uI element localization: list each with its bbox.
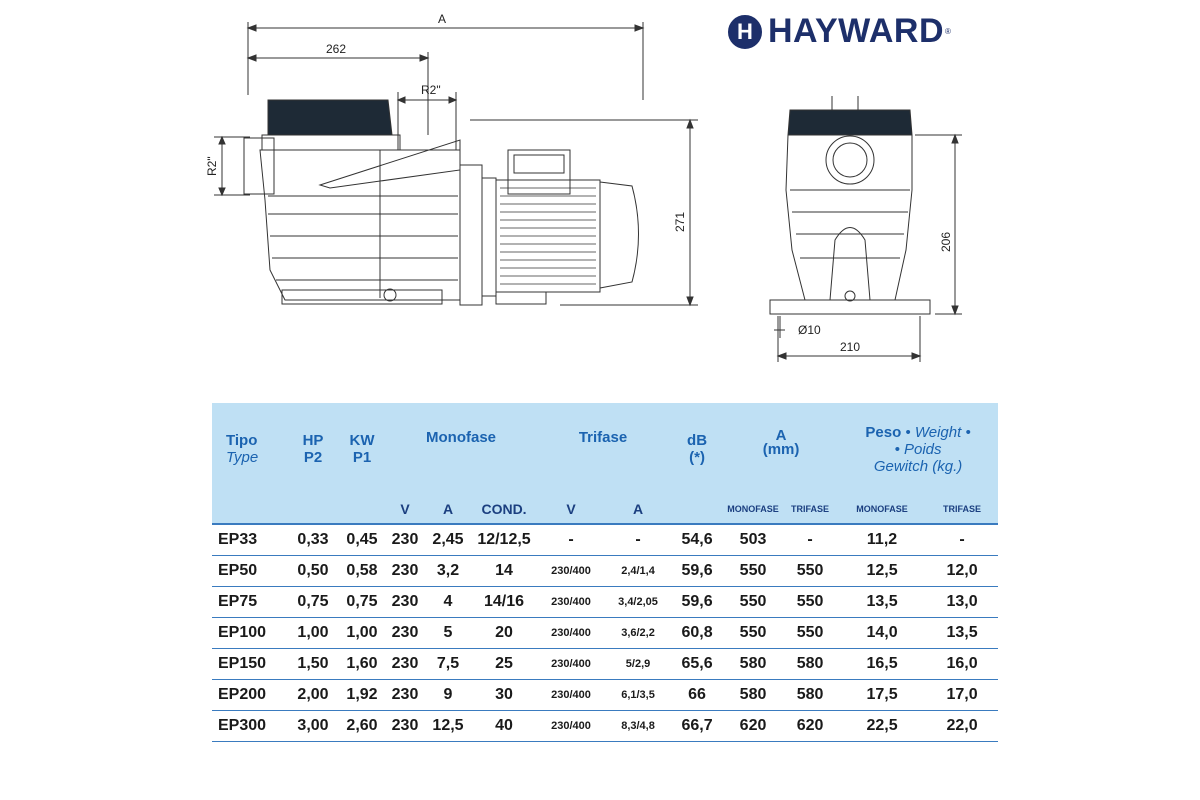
cell-tv: 230/400 [536, 649, 606, 680]
cell-w-mono: 11,2 [838, 524, 926, 556]
cell-kw: 0,45 [338, 524, 386, 556]
cell-hp: 0,50 [288, 556, 338, 587]
cell-db: 59,6 [670, 556, 724, 587]
cell-w-tri: - [926, 524, 998, 556]
cell-w-mono: 22,5 [838, 711, 926, 742]
table-row [212, 618, 998, 649]
dim-a-label: A [438, 12, 447, 26]
sub-cond: COND. [472, 495, 536, 524]
hp-label: HP [302, 432, 324, 449]
cell-a-mono: 550 [724, 618, 782, 649]
dim-271-label: 271 [673, 211, 687, 232]
col-kw [338, 403, 386, 495]
cell-a-mono: 550 [724, 556, 782, 587]
cell-tv: 230/400 [536, 618, 606, 649]
cell-ta: 5/2,9 [606, 649, 670, 680]
cell-w-tri: 13,0 [926, 587, 998, 618]
cell-kw: 0,58 [338, 556, 386, 587]
cell-db: 60,8 [670, 618, 724, 649]
header-row [212, 403, 998, 495]
sub-tri-a: A [606, 495, 670, 524]
dim-r2-top-label: R2" [421, 83, 441, 97]
cell-a-mono: 550 [724, 587, 782, 618]
mm-label: (mm) [762, 441, 800, 458]
sub-mono-a: A [424, 495, 472, 524]
cell-db: 66,7 [670, 711, 724, 742]
cell-ta: 8,3/4,8 [606, 711, 670, 742]
col-tipo [212, 403, 288, 495]
cell-w-tri: 22,0 [926, 711, 998, 742]
cell-mv: 230 [386, 680, 424, 711]
cell-mv: 230 [386, 649, 424, 680]
cell-tv: 230/400 [536, 680, 606, 711]
brand-mark-letter: H [737, 18, 753, 44]
cell-ma: 3,2 [424, 556, 472, 587]
dim-r2-left-label: R2" [205, 156, 219, 176]
cell-hp: 1,50 [288, 649, 338, 680]
col-hp [288, 403, 338, 495]
cell-tv: 230/400 [536, 587, 606, 618]
cell-type: EP300 [212, 711, 288, 742]
cell-ta: 2,4/1,4 [606, 556, 670, 587]
cell-hp: 0,75 [288, 587, 338, 618]
cell-type: EP100 [212, 618, 288, 649]
registered-mark: ® [945, 27, 951, 36]
table-row [212, 680, 998, 711]
sub-empty-4 [670, 495, 724, 524]
cell-db: 65,6 [670, 649, 724, 680]
cell-cond: 25 [472, 649, 536, 680]
sub-a-tri: TRIFASE [782, 495, 838, 524]
cell-type: EP33 [212, 524, 288, 556]
cell-cond: 14 [472, 556, 536, 587]
cell-a-mono: 620 [724, 711, 782, 742]
cell-tv: 230/400 [536, 711, 606, 742]
cell-w-tri: 16,0 [926, 649, 998, 680]
sub-empty-3 [338, 495, 386, 524]
cell-kw: 1,00 [338, 618, 386, 649]
cell-mv: 230 [386, 524, 424, 556]
cell-ma: 4 [424, 587, 472, 618]
p2-label: P2 [303, 449, 323, 466]
cell-db: 59,6 [670, 587, 724, 618]
cell-kw: 1,92 [338, 680, 386, 711]
p1-label: P1 [352, 449, 372, 466]
spec-table [212, 403, 998, 742]
side-view-drawing [214, 22, 698, 305]
cell-hp: 1,00 [288, 618, 338, 649]
cell-hp: 0,33 [288, 524, 338, 556]
cell-a-tri: - [782, 524, 838, 556]
cell-a-tri: 580 [782, 649, 838, 680]
bullet-1: • [905, 423, 911, 441]
cell-db: 66 [670, 680, 724, 711]
cell-a-mono: 580 [724, 680, 782, 711]
sub-a-mono: MONOFASE [724, 495, 782, 524]
sub-tri-v: V [536, 495, 606, 524]
cell-ma: 5 [424, 618, 472, 649]
cell-w-mono: 14,0 [838, 618, 926, 649]
dim-210-label: 210 [840, 340, 861, 354]
cell-cond: 14/16 [472, 587, 536, 618]
cell-ma: 9 [424, 680, 472, 711]
cell-cond: 20 [472, 618, 536, 649]
cell-cond: 40 [472, 711, 536, 742]
cell-a-tri: 550 [782, 587, 838, 618]
col-db [670, 403, 724, 495]
db-label: dB [687, 432, 708, 449]
sub-empty-1 [212, 495, 288, 524]
tipo-label: Tipo [226, 432, 258, 449]
cell-tv: - [536, 524, 606, 556]
cell-ta: 3,4/2,05 [606, 587, 670, 618]
type-label: Type [226, 449, 259, 466]
cell-w-tri: 17,0 [926, 680, 998, 711]
cell-mv: 230 [386, 618, 424, 649]
table-row [212, 711, 998, 742]
weight-label: Weight [914, 423, 962, 441]
col-trifase: Trifase [536, 403, 670, 495]
cell-type: EP150 [212, 649, 288, 680]
cell-cond: 30 [472, 680, 536, 711]
cell-hp: 3,00 [288, 711, 338, 742]
cell-mv: 230 [386, 556, 424, 587]
cell-db: 54,6 [670, 524, 724, 556]
subheader-row [212, 495, 998, 524]
cell-w-tri: 12,0 [926, 556, 998, 587]
table-row [212, 587, 998, 618]
sub-w-tri: TRIFASE [926, 495, 998, 524]
cell-ta: 6,1/3,5 [606, 680, 670, 711]
col-a [724, 403, 838, 495]
cell-hp: 2,00 [288, 680, 338, 711]
cell-ma: 7,5 [424, 649, 472, 680]
cell-a-tri: 580 [782, 680, 838, 711]
cell-w-mono: 17,5 [838, 680, 926, 711]
cell-kw: 2,60 [338, 711, 386, 742]
a-label: A [775, 427, 787, 444]
table-row [212, 524, 998, 556]
gewitch-label: Gewitch (kg.) [873, 457, 963, 475]
peso-label: Peso [865, 423, 902, 441]
cell-w-mono: 13,5 [838, 587, 926, 618]
col-peso [838, 403, 998, 495]
cell-cond: 12/12,5 [472, 524, 536, 556]
cell-ma: 12,5 [424, 711, 472, 742]
sub-empty-2 [288, 495, 338, 524]
cell-ma: 2,45 [424, 524, 472, 556]
cell-a-mono: 580 [724, 649, 782, 680]
cell-mv: 230 [386, 587, 424, 618]
cell-w-mono: 12,5 [838, 556, 926, 587]
cell-ta: - [606, 524, 670, 556]
brand-name: HAYWARD [768, 12, 945, 50]
col-monofase: Monofase [386, 403, 536, 495]
cell-type: EP200 [212, 680, 288, 711]
poids-label: Poids [904, 440, 942, 458]
spec-table-container [212, 403, 998, 742]
cell-ta: 3,6/2,2 [606, 618, 670, 649]
dim-262-label: 262 [326, 42, 347, 56]
cell-kw: 1,60 [338, 649, 386, 680]
table-row [212, 649, 998, 680]
db-note: (*) [689, 449, 705, 466]
cell-type: EP50 [212, 556, 288, 587]
spec-table-body [212, 524, 998, 742]
cell-a-tri: 550 [782, 618, 838, 649]
sub-w-mono: MONOFASE [838, 495, 926, 524]
cell-a-mono: 503 [724, 524, 782, 556]
cell-mv: 230 [386, 711, 424, 742]
cell-type: EP75 [212, 587, 288, 618]
cell-kw: 0,75 [338, 587, 386, 618]
kw-label: KW [349, 432, 375, 449]
bullet-3: • [894, 440, 900, 458]
cell-tv: 230/400 [536, 556, 606, 587]
cell-a-tri: 620 [782, 711, 838, 742]
cell-w-tri: 13,5 [926, 618, 998, 649]
cell-a-tri: 550 [782, 556, 838, 587]
cell-w-mono: 16,5 [838, 649, 926, 680]
dim-o10-label: Ø10 [798, 323, 821, 337]
table-row [212, 556, 998, 587]
bullet-2: • [965, 423, 971, 441]
sub-mono-v: V [386, 495, 424, 524]
dim-206-label: 206 [939, 231, 953, 252]
